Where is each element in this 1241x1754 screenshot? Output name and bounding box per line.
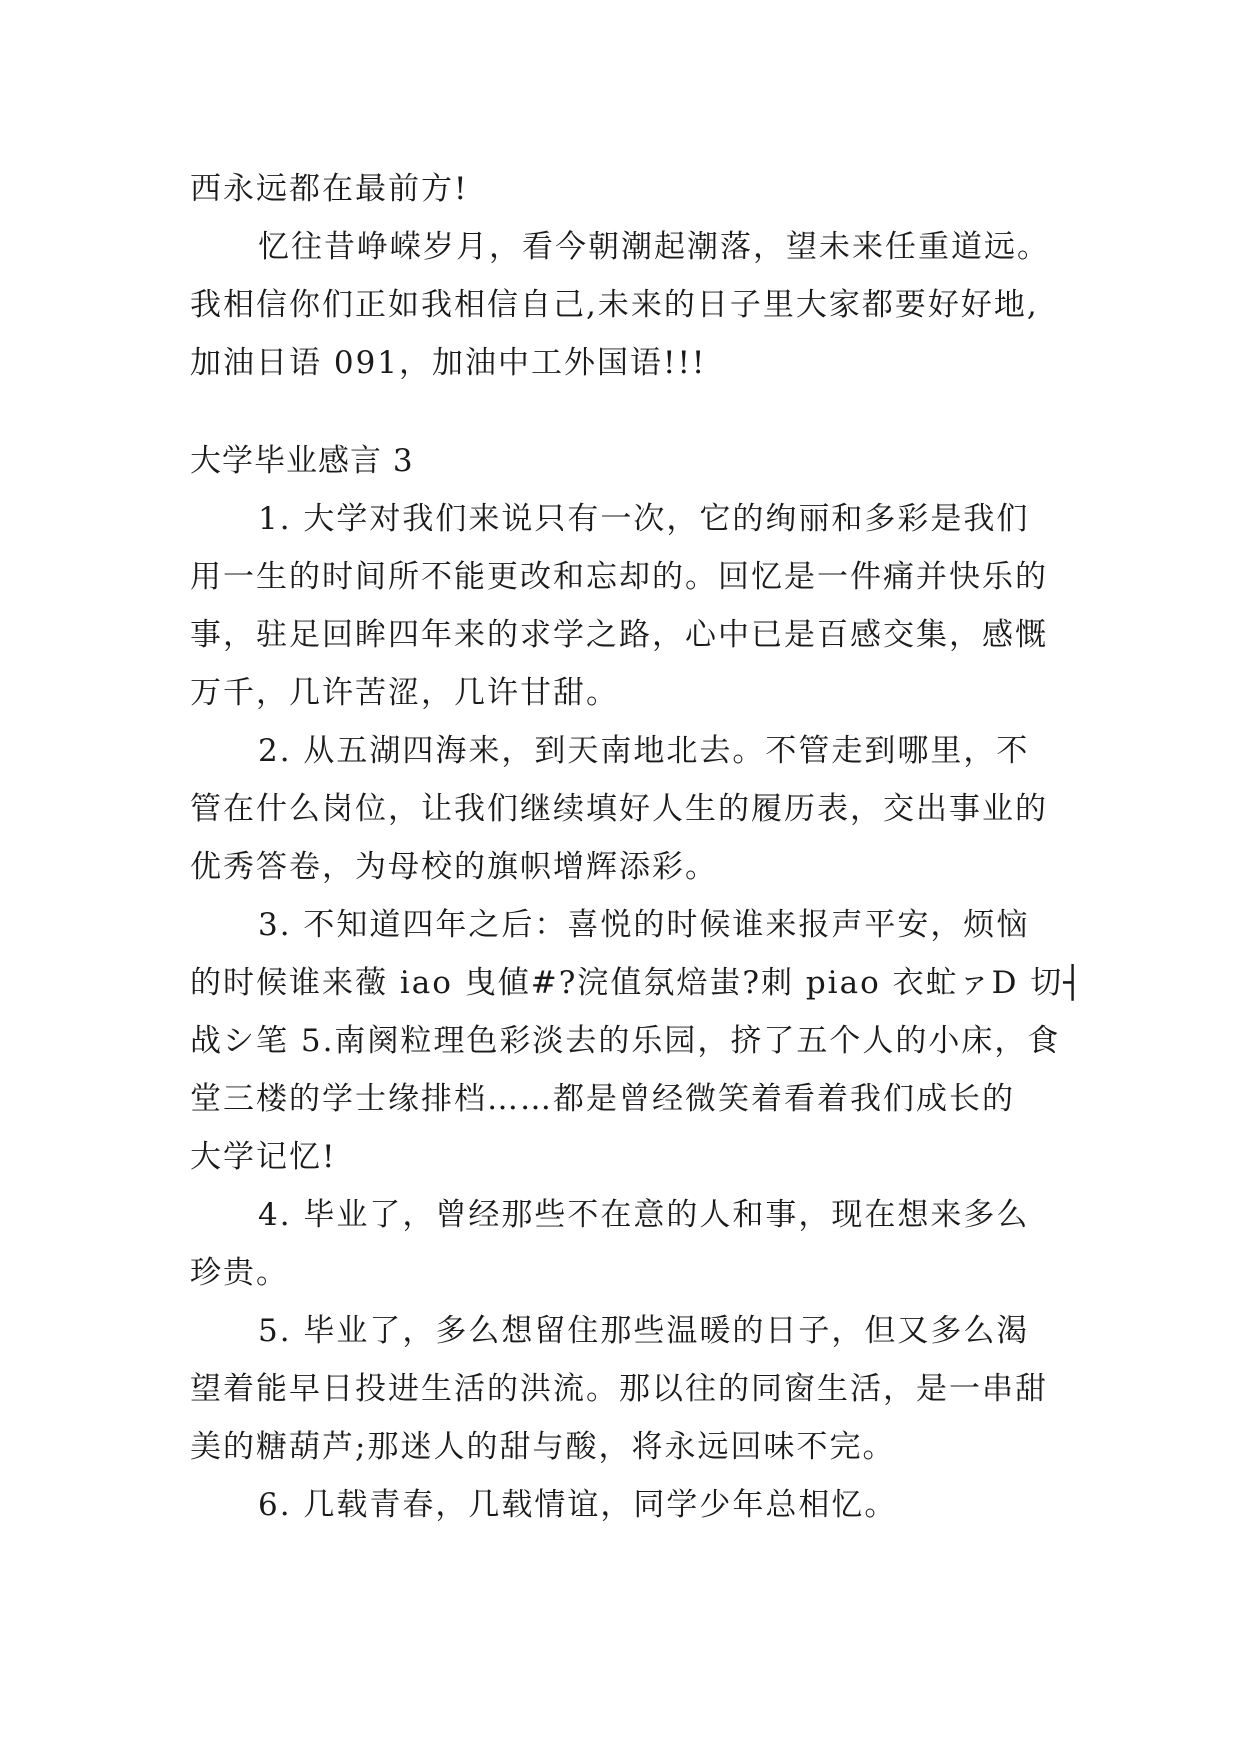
text-line: 我相信你们正如我相信自己,未来的日子里大家都要好好地, <box>190 287 1039 323</box>
text-line: 事，驻足回眸四年来的求学之路，心中已是百感交集，感慨 <box>190 617 1048 653</box>
text-line: 大学记忆! <box>190 1139 337 1175</box>
text-line: 望着能早日投进生活的洪流。那以往的同窗生活，是一串甜 <box>190 1371 1048 1407</box>
document-content <box>190 160 1090 1534</box>
text-line: 1. 大学对我们来说只有一次，它的绚丽和多彩是我们 <box>258 501 1030 537</box>
text-line: 3. 不知道四年之后：喜悦的时候谁来报声平安，烦恼 <box>258 907 1030 943</box>
text-line: 4. 毕业了，曾经那些不在意的人和事，现在想来多么 <box>258 1197 1030 1233</box>
text-line: 的时候谁来藢 iao 曳値#?浣值氛焙蚩?刺 piao 衣虻ァD 切┤ <box>190 965 1084 1001</box>
text-line: 优秀答卷，为母校的旗帜增辉添彩。 <box>190 849 718 885</box>
text-line: 加油日语 091，加油中工外国语!!! <box>190 345 707 381</box>
text-line: 6. 几载青春，几载情谊，同学少年总相忆。 <box>258 1487 898 1523</box>
text-line: 2. 从五湖四海来，到天南地北去。不管走到哪里，不 <box>258 733 1030 769</box>
text-line: 堂三楼的学士缘排档……都是曾经微笑着看着我们成长的 <box>190 1081 1015 1117</box>
text-line: 战シ笔 5.南阕粒理色彩淡去的乐园，挤了五个人的小床，食 <box>190 1023 1061 1059</box>
text-line: 珍贵。 <box>190 1255 289 1291</box>
text-line: 美的糖葫芦;那迷人的甜与酸，将永远回味不完。 <box>190 1429 896 1465</box>
text-line: 5. 毕业了，多么想留住那些温暖的日子，但又多么渴 <box>258 1313 1030 1349</box>
section-heading: 大学毕业感言 3 <box>190 443 414 479</box>
text-line: 万千，几许苦涩，几许甘甜。 <box>190 675 619 711</box>
text-line: 西永远都在最前方! <box>190 171 469 207</box>
text-line: 用一生的时间所不能更改和忘却的。回忆是一件痛并快乐的 <box>190 559 1048 595</box>
text-line: 忆往昔峥嵘岁月，看今朝潮起潮落，望未来任重道远。 <box>258 229 1050 265</box>
section-gap <box>190 392 1090 432</box>
text-line: 管在什么岗位，让我们继续填好人生的履历表，交出事业的 <box>190 791 1048 827</box>
